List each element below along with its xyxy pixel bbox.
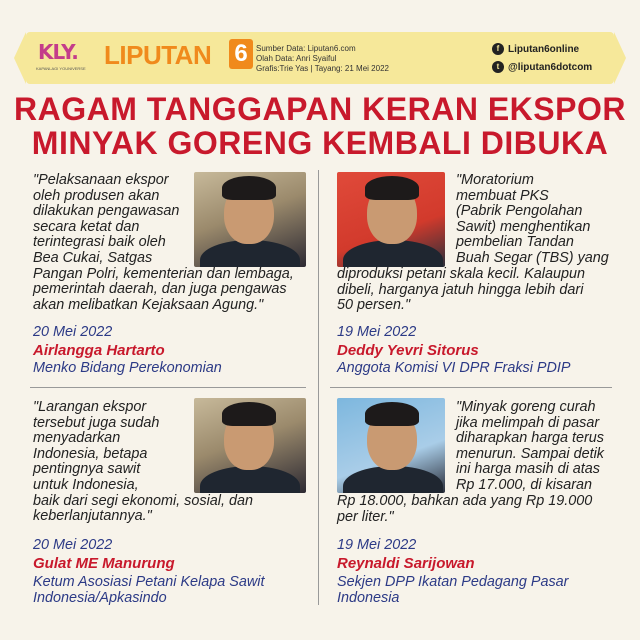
facebook-label: Liputan6online [508,43,580,55]
vertical-divider [318,170,319,605]
speaker-name-1: Airlangga Hartarto [33,342,165,359]
portrait-deddy [337,172,445,267]
speaker-role-2: Anggota Komisi VI DPR Fraksi PDIP [337,360,571,376]
twitter-handle[interactable] [492,58,592,76]
speaker-role-3: Ketum Asosiasi Petani Kelapa Sawit Indonesia/Apkasindo [33,574,265,606]
page-title-line-2: MINYAK GORENG KEMBALI DIBUKA [31,125,609,161]
credits [256,44,389,74]
quote-text-4: "Minyak goreng curah jika melimpah di pasar diharapkan harga terus menurun. Sampai detik ini harga masih di atas Rp 17.000, di kisaran [456,399,605,493]
quote-date-4: 19 Mei 2022 [337,537,417,553]
quote-text-2: "Moratorium membuat PKS (Pabrik Pengolahan Sawit) menghentikan pembelian Tandan Buah Segar (TBS) yang [456,172,609,266]
quote-date-1: 20 Mei 2022 [33,324,113,340]
speaker-role-4: Sekjen DPP Ikatan Pedagang Pasar Indonesia [337,574,569,606]
horizontal-divider-left [30,387,306,388]
speaker-role-1: Menko Bidang Perekonomian [33,360,222,376]
social-handles [492,40,592,76]
quote-text-3: "Larangan ekspor tersebut juga sudah menyadarkan Indonesia, betapa pentingnya sawit untuk Indonesia, baik dari segi ekonomi, sosial, dan keberlanjutannya." [33,399,253,525]
page-title-line-1: RAGAM TANGGAPAN KERAN EKSPOR [14,91,626,127]
facebook-handle[interactable] [492,40,592,58]
quote-date-3: 20 Mei 2022 [33,537,113,553]
quote-text-1: "Pelaksanaan ekspor oleh produsen akan dilakukan pengawasan secara ketat dan terintegrasi baik oleh Bea Cukai, Satgas Pangan Polri, kementerian dan lembaga, pemerintah daerah, dan juga pengawas akan melibatkan Kejaksaan Agung." [33,172,294,313]
speaker-name-2: Deddy Yevri Sitorus [337,342,479,359]
kly-tagline: KAPANLAGI YOUNIVERSE [36,66,86,71]
quote-text-4-cont: Rp 18.000, bahkan ada yang Rp 19.000 per liter." [337,493,593,525]
portrait-reynaldi [337,398,445,493]
source-credit: Sumber Data: Liputan6.com [256,44,356,53]
quote-date-2: 19 Mei 2022 [337,324,417,340]
speaker-name-4: Reynaldi Sarijowan [337,555,475,572]
liputan6-logo: LIPUTAN [104,40,212,70]
quote-text-2-cont: diproduksi petani skala kecil. Kalaupun dibeli, harganya jatuh hingga lebih dari 50 persen." [337,266,585,314]
speaker-name-3: Gulat ME Manurung [33,555,175,572]
twitter-label: @liputan6dotcom [508,61,593,73]
author-credit: Olah Data: Anri Syaiful [256,54,337,63]
twitter-icon: t [492,61,504,73]
horizontal-divider-right [330,387,612,388]
kly-logo: KLY. [38,40,78,64]
graphic-credit: Grafis:Trie Yas | Tayang: 21 Mei 2022 [256,64,389,73]
facebook-icon: f [492,43,504,55]
liputan6-six-badge: 6 [229,39,253,69]
